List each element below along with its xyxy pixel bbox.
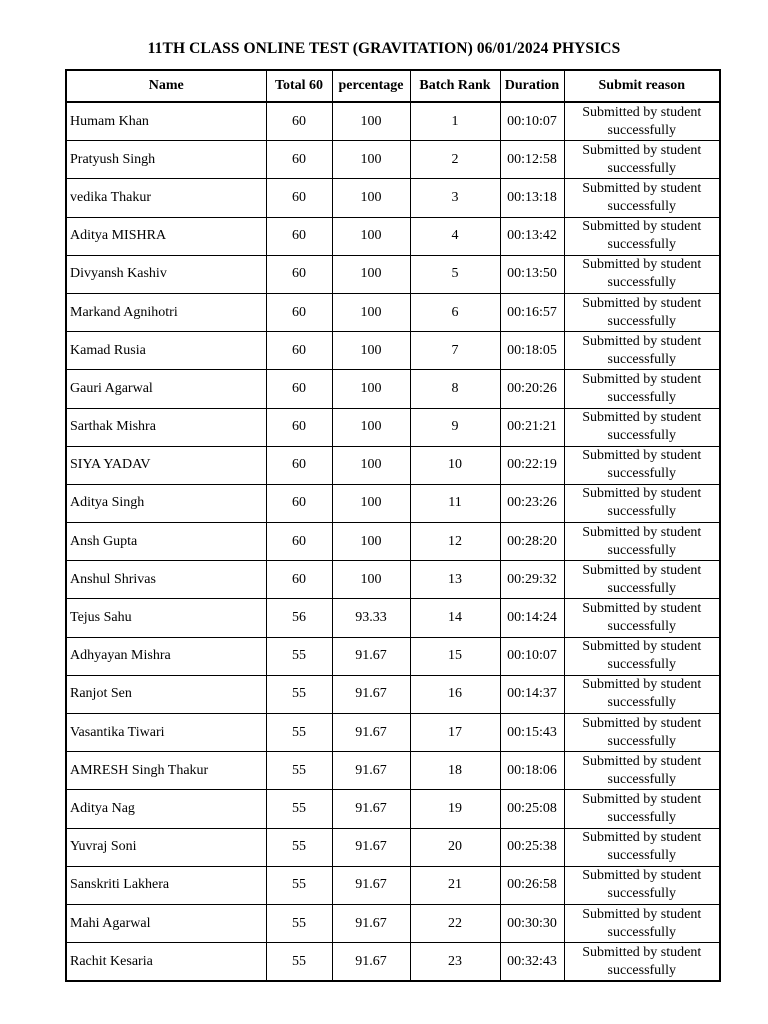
cell-name: Aditya Singh: [66, 484, 266, 522]
cell-duration: 00:20:26: [500, 370, 564, 408]
header-row: [66, 70, 720, 102]
cell-submit-reason: Submitted by student successfully: [564, 484, 720, 522]
cell-total: 60: [266, 484, 332, 522]
cell-batch-rank: 12: [410, 523, 500, 561]
cell-name: Pratyush Singh: [66, 141, 266, 179]
cell-name: Sarthak Mishra: [66, 408, 266, 446]
cell-total: 60: [266, 332, 332, 370]
cell-total: 55: [266, 904, 332, 942]
table-row: [66, 828, 720, 866]
cell-percentage: 100: [332, 408, 410, 446]
column-header-name: Name: [66, 70, 266, 102]
cell-submit-reason: Submitted by student successfully: [564, 370, 720, 408]
cell-duration: 00:28:20: [500, 523, 564, 561]
cell-total: 60: [266, 179, 332, 217]
results-body: [66, 102, 720, 981]
cell-total: 55: [266, 752, 332, 790]
cell-batch-rank: 2: [410, 141, 500, 179]
cell-percentage: 93.33: [332, 599, 410, 637]
cell-percentage: 100: [332, 446, 410, 484]
cell-duration: 00:32:43: [500, 943, 564, 982]
cell-batch-rank: 9: [410, 408, 500, 446]
cell-submit-reason: Submitted by student successfully: [564, 408, 720, 446]
table-row: [66, 790, 720, 828]
column-header-batch-rank: Batch Rank: [410, 70, 500, 102]
cell-total: 60: [266, 217, 332, 255]
cell-duration: 00:10:07: [500, 637, 564, 675]
cell-total: 55: [266, 866, 332, 904]
cell-name: Tejus Sahu: [66, 599, 266, 637]
cell-total: 55: [266, 637, 332, 675]
cell-duration: 00:22:19: [500, 446, 564, 484]
table-row: [66, 446, 720, 484]
cell-percentage: 91.67: [332, 752, 410, 790]
cell-submit-reason: Submitted by student successfully: [564, 141, 720, 179]
cell-percentage: 91.67: [332, 714, 410, 752]
table-row: [66, 599, 720, 637]
cell-batch-rank: 6: [410, 293, 500, 331]
cell-submit-reason: Submitted by student successfully: [564, 637, 720, 675]
cell-name: Rachit Kesaria: [66, 943, 266, 982]
table-row: [66, 904, 720, 942]
cell-batch-rank: 16: [410, 675, 500, 713]
cell-name: Kamad Rusia: [66, 332, 266, 370]
cell-batch-rank: 13: [410, 561, 500, 599]
table-row: [66, 637, 720, 675]
table-row: [66, 523, 720, 561]
cell-percentage: 100: [332, 370, 410, 408]
cell-submit-reason: Submitted by student successfully: [564, 523, 720, 561]
cell-duration: 00:10:07: [500, 102, 564, 141]
cell-batch-rank: 11: [410, 484, 500, 522]
cell-percentage: 100: [332, 561, 410, 599]
cell-total: 60: [266, 255, 332, 293]
cell-percentage: 91.67: [332, 866, 410, 904]
table-row: [66, 408, 720, 446]
cell-submit-reason: Submitted by student successfully: [564, 752, 720, 790]
cell-total: 60: [266, 102, 332, 141]
cell-batch-rank: 14: [410, 599, 500, 637]
table-row: [66, 943, 720, 982]
cell-name: Aditya MISHRA: [66, 217, 266, 255]
cell-batch-rank: 15: [410, 637, 500, 675]
cell-duration: 00:25:08: [500, 790, 564, 828]
cell-batch-rank: 8: [410, 370, 500, 408]
cell-submit-reason: Submitted by student successfully: [564, 904, 720, 942]
cell-percentage: 91.67: [332, 637, 410, 675]
page-title: 11TH CLASS ONLINE TEST (GRAVITATION) 06/01/2024 PHYSICS: [147, 40, 621, 57]
cell-duration: 00:14:24: [500, 599, 564, 637]
cell-total: 55: [266, 790, 332, 828]
cell-batch-rank: 23: [410, 943, 500, 982]
cell-batch-rank: 18: [410, 752, 500, 790]
cell-name: SIYA YADAV: [66, 446, 266, 484]
cell-name: Mahi Agarwal: [66, 904, 266, 942]
table-row: [66, 332, 720, 370]
cell-total: 60: [266, 370, 332, 408]
cell-submit-reason: Submitted by student successfully: [564, 828, 720, 866]
cell-submit-reason: Submitted by student successfully: [564, 446, 720, 484]
cell-name: Humam Khan: [66, 102, 266, 141]
cell-batch-rank: 17: [410, 714, 500, 752]
table-row: [66, 675, 720, 713]
cell-batch-rank: 4: [410, 217, 500, 255]
cell-total: 60: [266, 293, 332, 331]
cell-total: 60: [266, 561, 332, 599]
cell-total: 60: [266, 141, 332, 179]
cell-duration: 00:25:38: [500, 828, 564, 866]
cell-percentage: 100: [332, 484, 410, 522]
cell-submit-reason: Submitted by student successfully: [564, 866, 720, 904]
cell-name: Anshul Shrivas: [66, 561, 266, 599]
cell-batch-rank: 10: [410, 446, 500, 484]
cell-batch-rank: 21: [410, 866, 500, 904]
table-row: [66, 141, 720, 179]
cell-submit-reason: Submitted by student successfully: [564, 790, 720, 828]
cell-duration: 00:29:32: [500, 561, 564, 599]
cell-duration: 00:26:58: [500, 866, 564, 904]
cell-total: 60: [266, 523, 332, 561]
cell-duration: 00:13:50: [500, 255, 564, 293]
cell-duration: 00:16:57: [500, 293, 564, 331]
cell-duration: 00:14:37: [500, 675, 564, 713]
cell-total: 60: [266, 408, 332, 446]
cell-name: Sanskriti Lakhera: [66, 866, 266, 904]
cell-percentage: 91.67: [332, 828, 410, 866]
table-row: [66, 561, 720, 599]
cell-percentage: 100: [332, 332, 410, 370]
cell-batch-rank: 7: [410, 332, 500, 370]
cell-total: 56: [266, 599, 332, 637]
cell-percentage: 91.67: [332, 790, 410, 828]
cell-name: AMRESH Singh Thakur: [66, 752, 266, 790]
table-row: [66, 714, 720, 752]
column-header-percentage: percentage: [332, 70, 410, 102]
cell-name: Yuvraj Soni: [66, 828, 266, 866]
cell-batch-rank: 3: [410, 179, 500, 217]
cell-submit-reason: Submitted by student successfully: [564, 332, 720, 370]
cell-duration: 00:13:18: [500, 179, 564, 217]
cell-duration: 00:12:58: [500, 141, 564, 179]
cell-name: Adhyayan Mishra: [66, 637, 266, 675]
cell-duration: 00:23:26: [500, 484, 564, 522]
cell-percentage: 100: [332, 293, 410, 331]
cell-submit-reason: Submitted by student successfully: [564, 714, 720, 752]
cell-submit-reason: Submitted by student successfully: [564, 561, 720, 599]
cell-name: Aditya Nag: [66, 790, 266, 828]
table-row: [66, 255, 720, 293]
cell-name: Markand Agnihotri: [66, 293, 266, 331]
cell-submit-reason: Submitted by student successfully: [564, 293, 720, 331]
cell-submit-reason: Submitted by student successfully: [564, 217, 720, 255]
table-row: [66, 752, 720, 790]
cell-duration: 00:18:05: [500, 332, 564, 370]
cell-name: Ansh Gupta: [66, 523, 266, 561]
table-row: [66, 370, 720, 408]
cell-duration: 00:18:06: [500, 752, 564, 790]
table-row: [66, 484, 720, 522]
cell-percentage: 91.67: [332, 675, 410, 713]
cell-percentage: 91.67: [332, 904, 410, 942]
cell-batch-rank: 5: [410, 255, 500, 293]
table-row: [66, 293, 720, 331]
cell-total: 55: [266, 943, 332, 982]
cell-percentage: 100: [332, 523, 410, 561]
cell-name: Ranjot Sen: [66, 675, 266, 713]
table-row: [66, 102, 720, 141]
cell-duration: 00:21:21: [500, 408, 564, 446]
column-header-duration: Duration: [500, 70, 564, 102]
cell-batch-rank: 19: [410, 790, 500, 828]
cell-name: Divyansh Kashiv: [66, 255, 266, 293]
cell-total: 55: [266, 675, 332, 713]
cell-duration: 00:15:43: [500, 714, 564, 752]
cell-submit-reason: Submitted by student successfully: [564, 102, 720, 141]
table-row: [66, 866, 720, 904]
cell-name: Gauri Agarwal: [66, 370, 266, 408]
cell-duration: 00:30:30: [500, 904, 564, 942]
cell-total: 55: [266, 714, 332, 752]
cell-batch-rank: 1: [410, 102, 500, 141]
cell-submit-reason: Submitted by student successfully: [564, 943, 720, 982]
results-table: [65, 69, 721, 982]
cell-name: vedika Thakur: [66, 179, 266, 217]
cell-percentage: 100: [332, 179, 410, 217]
column-header-submit-reason: Submit reason: [564, 70, 720, 102]
cell-percentage: 91.67: [332, 943, 410, 982]
cell-percentage: 100: [332, 255, 410, 293]
table-row: [66, 217, 720, 255]
column-header-total: Total 60: [266, 70, 332, 102]
table-row: [66, 179, 720, 217]
cell-total: 60: [266, 446, 332, 484]
cell-submit-reason: Submitted by student successfully: [564, 599, 720, 637]
cell-percentage: 100: [332, 217, 410, 255]
cell-total: 55: [266, 828, 332, 866]
cell-submit-reason: Submitted by student successfully: [564, 675, 720, 713]
cell-batch-rank: 20: [410, 828, 500, 866]
cell-percentage: 100: [332, 141, 410, 179]
cell-batch-rank: 22: [410, 904, 500, 942]
cell-percentage: 100: [332, 102, 410, 141]
cell-submit-reason: Submitted by student successfully: [564, 255, 720, 293]
cell-submit-reason: Submitted by student successfully: [564, 179, 720, 217]
cell-duration: 00:13:42: [500, 217, 564, 255]
cell-name: Vasantika Tiwari: [66, 714, 266, 752]
